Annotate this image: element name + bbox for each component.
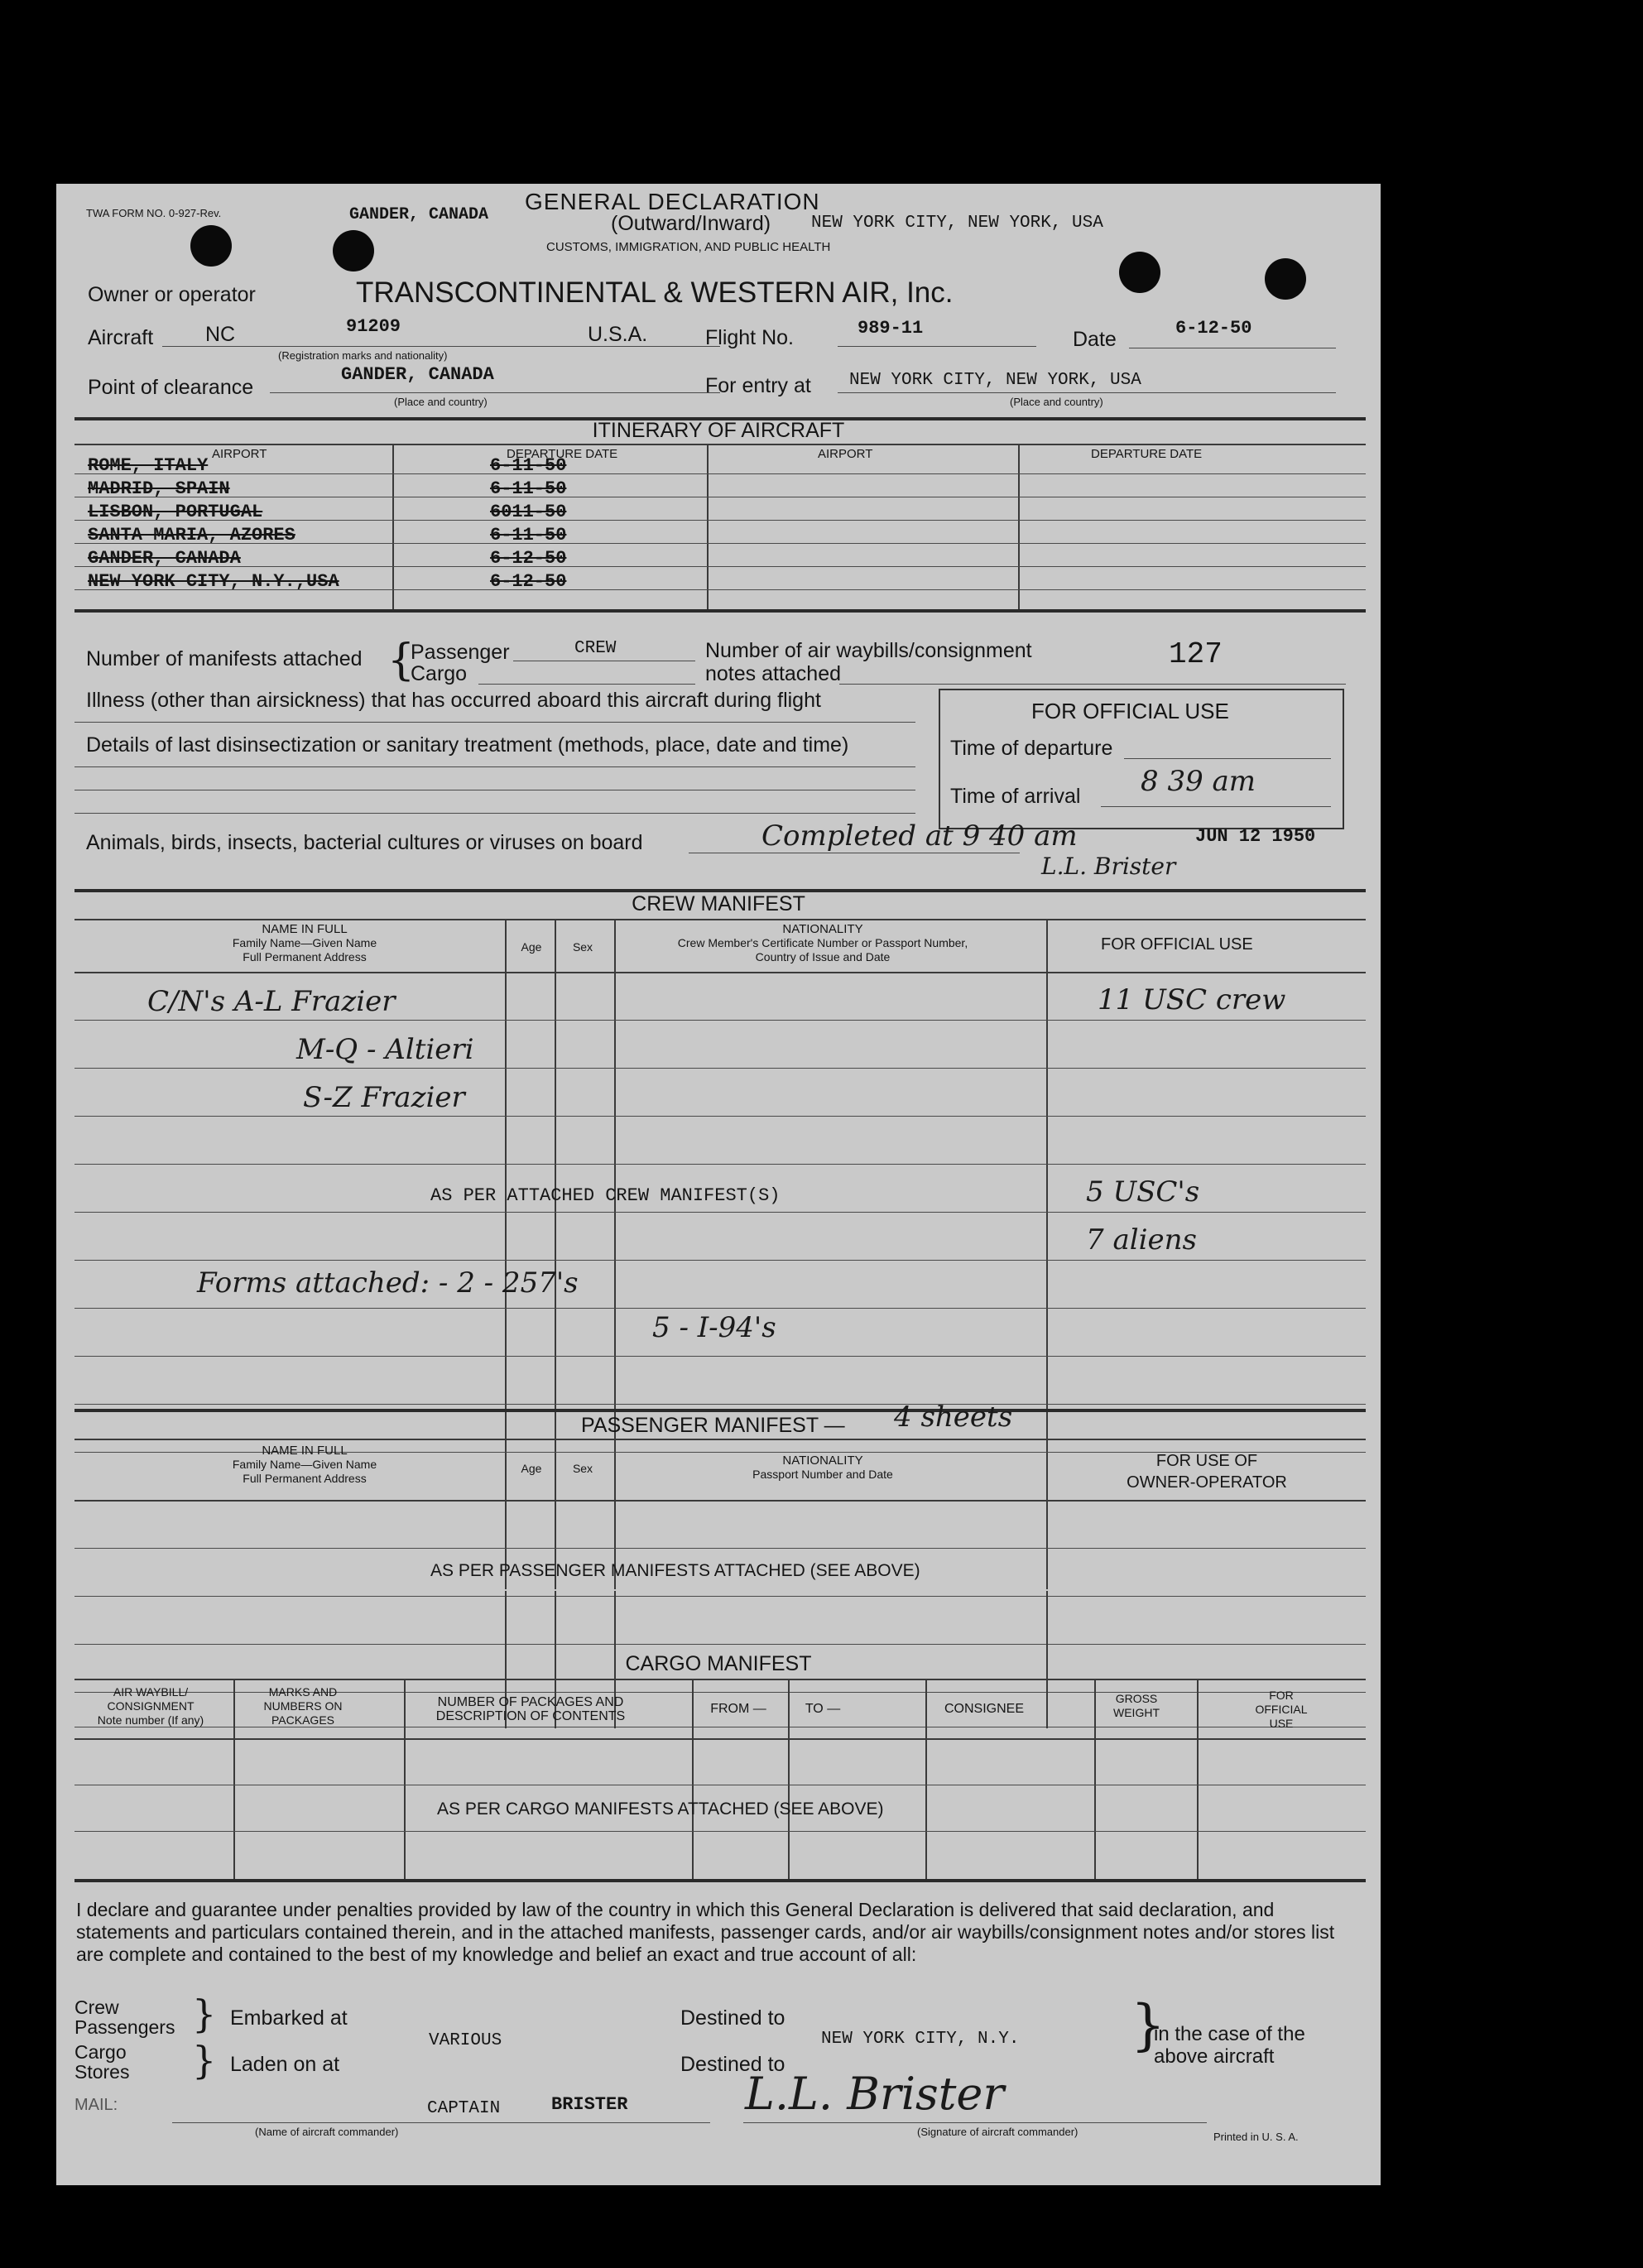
rule [74, 1409, 1366, 1412]
aircraft-registration: 91209 [346, 316, 401, 337]
flight-number: 989-11 [858, 318, 924, 339]
crew-hand-line: C/N's A-L Frazier [147, 985, 396, 1018]
rule [1046, 1591, 1048, 1728]
cargo-word: Cargo [74, 2041, 127, 2063]
itinerary-airport: SANTA MARIA, AZORES [88, 525, 295, 545]
cargo-col-to: TO — [805, 1702, 841, 1716]
crew-typed-note: AS PER ATTACHED CREW MANIFEST(S) [430, 1185, 781, 1206]
inspector-initials: L.L. Brister [1041, 853, 1176, 880]
itinerary-airport: ROME, ITALY [88, 455, 209, 476]
notes-label: notes attached [705, 662, 842, 685]
rule [162, 346, 720, 347]
rule [74, 919, 1366, 920]
rule [74, 1548, 1366, 1549]
rule [74, 1308, 1366, 1309]
aircraft-label: Aircraft [88, 326, 154, 349]
pass-col-age: Age [521, 1462, 542, 1475]
brace-icon: } [192, 2038, 217, 2083]
cargo-col-packages: NUMBER OF PACKAGES AND DESCRIPTION OF CONTENTS [435, 1695, 626, 1723]
cargo-col-consignee: CONSIGNEE [944, 1702, 1024, 1716]
header-subtitle: CUSTOMS, IMMIGRATION, AND PUBLIC HEALTH [546, 240, 831, 254]
rule [74, 1116, 1366, 1117]
flight-label: Flight No. [705, 326, 794, 349]
cargo-col-from: FROM — [710, 1702, 766, 1716]
rule [74, 566, 1366, 567]
crew-manifest-title: CREW MANIFEST [632, 892, 805, 915]
rule [74, 1500, 1366, 1502]
rule [74, 1879, 1366, 1882]
form-title: GENERAL DECLARATION [525, 189, 820, 214]
waybills-value: 127 [1169, 637, 1223, 671]
brace-icon: { [387, 636, 416, 685]
declaration-text: I declare and guarantee under penalties provided by law of the country in which this General Declaration is delivered that said declaration, and statements and particulars contained therein, and in the attached manifests, passenger cards, and/or air waybills/consignment notes and/or stores list are complete and contained to the best of my knowledge and belief an exact and true account of all: [76, 1899, 1335, 1965]
brace-icon: } [1131, 1993, 1165, 2057]
pass-col-owner: FOR USE OF OWNER-OPERATOR [1127, 1452, 1287, 1492]
official-alien-count: 7 aliens [1086, 1223, 1197, 1257]
registration-caption: (Registration marks and nationality) [278, 349, 448, 362]
owner-label: Owner or operator [88, 283, 256, 306]
crew-col-age: Age [521, 940, 542, 954]
rule [788, 1679, 790, 1881]
rule [74, 609, 1366, 613]
forms-attached-line: 5 - I-94's [652, 1311, 776, 1344]
laden-label: Laden on at [230, 2053, 340, 2076]
rule [1101, 806, 1331, 807]
passenger-label: Passenger [411, 641, 510, 664]
crew-col-nationality: NATIONALITY Crew Member's Certificate Number or Passport Number, Country of Issue and Date [677, 922, 968, 963]
rule [74, 1356, 1366, 1357]
itinerary-date: 6-12-50 [490, 548, 567, 569]
itinerary-col-departure: DEPARTURE DATE [507, 447, 618, 461]
rule [74, 1212, 1366, 1213]
cargo-typed-note: AS PER CARGO MANIFESTS ATTACHED (SEE ABOVE) [437, 1800, 884, 1819]
rule [707, 444, 709, 611]
rule [74, 520, 1366, 521]
flight-date: 6-12-50 [1175, 318, 1252, 339]
destined-value: NEW YORK CITY, N.Y. [821, 2030, 1020, 2049]
crew-col-name: NAME IN FULL Family Name—Given Name Full Permanent Address [232, 922, 377, 963]
itinerary-date: 6-11-50 [490, 525, 567, 545]
rule [74, 444, 1366, 445]
captain-name: BRISTER [551, 2094, 628, 2115]
crew-word: Crew [74, 1997, 119, 2018]
itinerary-col-airport-2: AIRPORT [818, 447, 873, 461]
rule [392, 444, 394, 611]
passenger-manifest-title: PASSENGER MANIFEST — [581, 1414, 845, 1437]
passenger-typed-note: AS PER PASSENGER MANIFESTS ATTACHED (SEE ABOVE) [430, 1561, 920, 1580]
clearance-caption: (Place and country) [394, 396, 488, 408]
cargo-manifest-title: CARGO MANIFEST [625, 1652, 812, 1675]
rule [74, 1738, 1366, 1740]
brace-icon: } [192, 1992, 217, 2036]
rule [1018, 444, 1020, 611]
entry-caption: (Place and country) [1010, 396, 1103, 408]
rule [74, 1404, 1366, 1405]
aircraft-prefix: NC [205, 323, 236, 346]
rule [270, 392, 720, 393]
itinerary-col-airport: AIRPORT [212, 447, 267, 461]
punch-hole [333, 230, 374, 271]
rule [172, 2122, 710, 2123]
pass-col-sex: Sex [572, 1462, 593, 1475]
rule [478, 684, 695, 685]
header-origin: GANDER, CANADA [349, 205, 489, 224]
rule [1124, 758, 1331, 759]
cargo-col-marks: MARKS AND NUMBERS ON PACKAGES [263, 1685, 343, 1727]
rule [692, 1679, 694, 1881]
punch-hole [1265, 258, 1306, 300]
aircraft-nationality: U.S.A. [588, 323, 648, 346]
rule [925, 1679, 927, 1881]
arrival-time-label: Time of arrival [950, 785, 1081, 808]
owner-value: TRANSCONTINENTAL & WESTERN AIR, Inc. [356, 276, 954, 309]
embarked-label: Embarked at [230, 2006, 348, 2030]
date-label: Date [1073, 328, 1117, 351]
animals-label: Animals, birds, insects, bacterial cultures or viruses on board [86, 831, 643, 854]
cargo-col-official: FOR OFFICIAL USE [1255, 1689, 1308, 1730]
passenger-value: CREW [574, 639, 617, 658]
rule [74, 1644, 1366, 1645]
rule [74, 766, 915, 767]
destined-label: Destined to [680, 2053, 785, 2076]
rule [74, 722, 915, 723]
itinerary-airport: LISBON, PORTUGAL [88, 502, 263, 522]
cargo-label: Cargo [411, 662, 468, 685]
pass-col-name: NAME IN FULL Family Name—Given Name Full Permanent Address [232, 1444, 377, 1485]
itinerary-date: 6-11-50 [490, 455, 567, 476]
signature-caption: (Signature of aircraft commander) [917, 2126, 1079, 2138]
rule [74, 1260, 1366, 1261]
name-caption: (Name of aircraft commander) [255, 2126, 399, 2138]
rule [74, 1439, 1366, 1440]
printed-note: Printed in U. S. A. [1213, 2131, 1299, 2143]
rule [74, 972, 1366, 973]
rule [74, 1679, 1366, 1680]
rule [74, 1020, 1366, 1021]
form-number: TWA FORM NO. 0-927-Rev. [86, 207, 222, 219]
entry-value: NEW YORK CITY, NEW YORK, USA [849, 371, 1141, 390]
itinerary-airport: NEW YORK CITY, N.Y.,USA [88, 571, 339, 592]
crew-hand-line: S-Z Frazier [303, 1081, 465, 1114]
manifests-label: Number of manifests attached [86, 647, 363, 670]
rule [838, 346, 1036, 347]
rule [839, 684, 1346, 685]
rule [233, 1679, 235, 1881]
official-use-title: FOR OFFICIAL USE [1031, 699, 1229, 723]
waybills-label: Number of air waybills/consignment [705, 639, 1032, 662]
clearance-label: Point of clearance [88, 376, 254, 399]
official-crew-count: 11 USC crew [1098, 983, 1286, 1016]
rule [1197, 1679, 1199, 1881]
entry-label: For entry at [705, 374, 811, 397]
official-usc-count: 5 USC's [1086, 1175, 1200, 1208]
arrival-time-value: 8 39 am [1141, 765, 1256, 798]
itinerary-date: 6-12-50 [490, 571, 567, 592]
date-stamp: JUN 12 1950 [1195, 826, 1316, 847]
declaration-form [56, 184, 1381, 2185]
crew-col-sex: Sex [572, 940, 593, 954]
crew-col-official: FOR OFFICIAL USE [1101, 935, 1253, 954]
punch-hole [1119, 252, 1160, 293]
illness-label: Illness (other than airsickness) that has occurred aboard this aircraft during flight [86, 689, 821, 712]
destined-label: Destined to [680, 2006, 785, 2030]
rule [74, 473, 1366, 474]
passengers-word: Passengers [74, 2016, 175, 2038]
forms-attached-line: Forms attached: - 2 - 257's [197, 1266, 579, 1300]
case-text: in the case of the above aircraft [1154, 2023, 1305, 2068]
rule [743, 2122, 1207, 2123]
mail-label: MAIL: [74, 2096, 118, 2114]
rule [404, 1679, 406, 1881]
captain-label: CAPTAIN [427, 2099, 501, 2118]
stores-word: Stores [74, 2061, 130, 2083]
itinerary-col-departure-2: DEPARTURE DATE [1091, 447, 1203, 461]
completed-note: Completed at 9 40 am [761, 819, 1078, 853]
disinsect-label: Details of last disinsectization or sanitary treatment (methods, place, date and time) [86, 733, 849, 757]
rule [1094, 1679, 1096, 1881]
cargo-col-weight: GROSS WEIGHT [1113, 1692, 1160, 1719]
crew-hand-line: M-Q - Altieri [296, 1033, 474, 1066]
clearance-value: GANDER, CANADA [341, 364, 494, 385]
itinerary-date: 6011-50 [490, 502, 567, 522]
rule [838, 392, 1336, 393]
itinerary-date: 6-11-50 [490, 478, 567, 499]
itinerary-airport: GANDER, CANADA [88, 548, 241, 569]
itinerary-title: ITINERARY OF AIRCRAFT [592, 419, 845, 442]
rule [74, 1068, 1366, 1069]
header-direction: (Outward/Inward) [611, 212, 771, 235]
rule [74, 1596, 1366, 1597]
pass-col-nationality: NATIONALITY Passport Number and Date [752, 1454, 893, 1481]
departure-time-label: Time of departure [950, 737, 1113, 760]
various-value: VARIOUS [429, 2031, 502, 2050]
cargo-col-waybill: AIR WAYBILL/ CONSIGNMENT Note number (If any) [97, 1685, 204, 1727]
rule [74, 1164, 1366, 1165]
rule [74, 813, 915, 814]
itinerary-airport: MADRID, SPAIN [88, 478, 230, 499]
rule [74, 1831, 1366, 1832]
captain-signature: L.L. Brister [745, 2068, 1005, 2120]
header-destination: NEW YORK CITY, NEW YORK, USA [811, 214, 1103, 233]
punch-hole [190, 225, 232, 267]
passenger-sheets: 4 sheets [894, 1401, 1013, 1434]
